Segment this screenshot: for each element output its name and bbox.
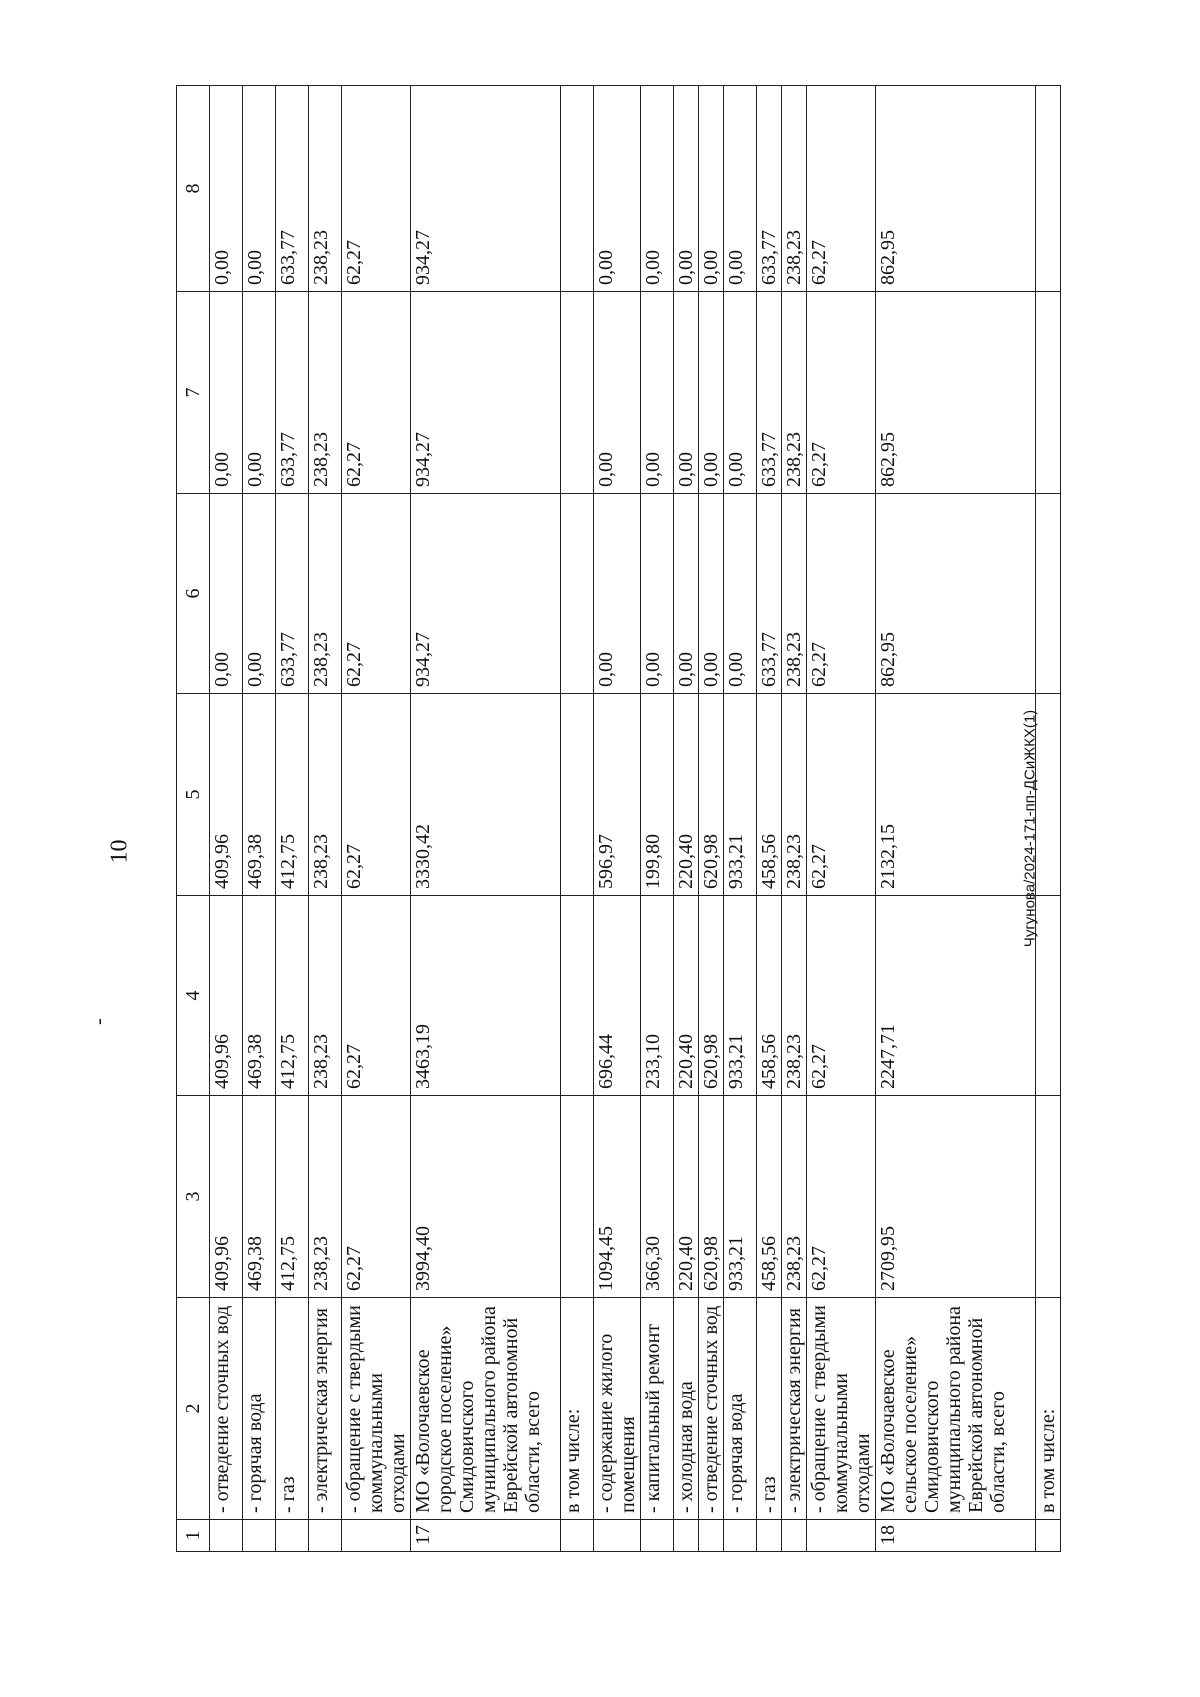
row-number [757, 1520, 782, 1552]
value-cell: 0,00 [674, 494, 699, 694]
row-number [1036, 1520, 1061, 1552]
row-label: в том числе: [1036, 1298, 1061, 1520]
row-number [674, 1520, 699, 1552]
value-cell: 862,95 [876, 292, 1036, 494]
tariff-table [176, 85, 1061, 1552]
value-cell: 2132,15 [876, 694, 1036, 896]
value-cell: 0,00 [724, 292, 757, 494]
value-cell: 238,23 [309, 896, 342, 1096]
scan-mark: - [87, 1018, 110, 1025]
table-row [561, 86, 594, 1552]
value-cell: 469,38 [243, 694, 276, 896]
value-cell: 1094,45 [594, 1096, 641, 1298]
column-header: 2 [177, 1298, 210, 1520]
value-cell: 0,00 [594, 86, 641, 292]
row-label: МО «Волочаевское сельское поселение» Смидовичского муниципального района Еврейской автономной области, всего [876, 1298, 1036, 1520]
value-cell: 238,23 [309, 494, 342, 694]
value-cell: 238,23 [782, 86, 807, 292]
value-cell: 596,97 [594, 694, 641, 896]
column-header: 4 [177, 896, 210, 1096]
value-cell [561, 1096, 594, 1298]
row-number [782, 1520, 807, 1552]
value-cell: 933,21 [724, 694, 757, 896]
value-cell: 0,00 [594, 494, 641, 694]
value-cell: 409,96 [210, 1096, 243, 1298]
row-label: - электрическая энергия [309, 1298, 342, 1520]
value-cell: 620,98 [699, 896, 724, 1096]
value-cell [561, 86, 594, 292]
value-cell: 469,38 [243, 896, 276, 1096]
value-cell: 62,27 [807, 1096, 876, 1298]
row-number [724, 1520, 757, 1552]
row-number: 17 [411, 1520, 561, 1552]
value-cell: 633,77 [276, 86, 309, 292]
column-header: 5 [177, 694, 210, 896]
value-cell: 238,23 [309, 694, 342, 896]
value-cell: 220,40 [674, 1096, 699, 1298]
row-label: МО «Волочаевское городское поселение» Смидовичского муниципального района Еврейской автономной области, всего [411, 1298, 561, 1520]
value-cell: 0,00 [674, 86, 699, 292]
row-label: - электрическая энергия [782, 1298, 807, 1520]
row-number [807, 1520, 876, 1552]
value-cell: 696,44 [594, 896, 641, 1096]
value-cell [561, 292, 594, 494]
table-row [594, 86, 641, 1552]
value-cell: 633,77 [276, 494, 309, 694]
table-row [210, 86, 243, 1552]
row-number [594, 1520, 641, 1552]
table-row [876, 86, 1036, 1552]
value-cell: 62,27 [342, 86, 411, 292]
table-row [641, 86, 674, 1552]
value-cell: 469,38 [243, 1096, 276, 1298]
value-cell: 412,75 [276, 896, 309, 1096]
row-label: - обращение с твердыми коммунальными отходами [807, 1298, 876, 1520]
value-cell: 238,23 [309, 1096, 342, 1298]
row-label: в том числе: [561, 1298, 594, 1520]
value-cell: 633,77 [276, 292, 309, 494]
value-cell: 0,00 [699, 86, 724, 292]
value-cell: 633,77 [757, 86, 782, 292]
row-number [276, 1520, 309, 1552]
value-cell: 620,98 [699, 694, 724, 896]
value-cell [561, 494, 594, 694]
row-label: - содержание жилого помещения [594, 1298, 641, 1520]
value-cell: 238,23 [782, 896, 807, 1096]
table-row [309, 86, 342, 1552]
value-cell: 233,10 [641, 896, 674, 1096]
value-cell: 0,00 [724, 86, 757, 292]
value-cell: 412,75 [276, 694, 309, 896]
value-cell: 238,23 [782, 292, 807, 494]
row-label: - капитальный ремонт [641, 1298, 674, 1520]
row-number [210, 1520, 243, 1552]
table-row [411, 86, 561, 1552]
page-number: 10 [106, 839, 133, 864]
row-number [342, 1520, 411, 1552]
value-cell: 238,23 [782, 494, 807, 694]
value-cell: 220,40 [674, 694, 699, 896]
value-cell: 0,00 [243, 292, 276, 494]
value-cell: 0,00 [210, 494, 243, 694]
value-cell [1036, 494, 1061, 694]
value-cell: 0,00 [210, 86, 243, 292]
column-header: 3 [177, 1096, 210, 1298]
row-number [561, 1520, 594, 1552]
header-row [177, 86, 210, 1552]
value-cell: 238,23 [782, 694, 807, 896]
value-cell: 62,27 [342, 694, 411, 896]
value-cell: 862,95 [876, 494, 1036, 694]
row-label: - обращение с твердыми коммунальными отходами [342, 1298, 411, 1520]
row-label: - отведение сточных вод [699, 1298, 724, 1520]
value-cell: 62,27 [342, 1096, 411, 1298]
table-row [782, 86, 807, 1552]
value-cell: 934,27 [411, 86, 561, 292]
value-cell: 2247,71 [876, 896, 1036, 1096]
row-label: - отведение сточных вод [210, 1298, 243, 1520]
value-cell [561, 694, 594, 896]
value-cell: 238,23 [309, 86, 342, 292]
value-cell: 62,27 [342, 494, 411, 694]
value-cell: 934,27 [411, 292, 561, 494]
value-cell: 0,00 [243, 86, 276, 292]
table-row [243, 86, 276, 1552]
row-label: - горячая вода [243, 1298, 276, 1520]
value-cell [561, 896, 594, 1096]
value-cell: 620,98 [699, 1096, 724, 1298]
value-cell [1036, 896, 1061, 1096]
value-cell: 238,23 [309, 292, 342, 494]
value-cell: 3994,40 [411, 1096, 561, 1298]
value-cell: 62,27 [807, 292, 876, 494]
column-header: 7 [177, 292, 210, 494]
value-cell: 409,96 [210, 694, 243, 896]
value-cell: 0,00 [243, 494, 276, 694]
value-cell: 934,27 [411, 494, 561, 694]
row-number [641, 1520, 674, 1552]
table-row [1036, 86, 1061, 1552]
value-cell: 238,23 [782, 1096, 807, 1298]
value-cell [1036, 1096, 1061, 1298]
table-row [276, 86, 309, 1552]
value-cell: 0,00 [699, 494, 724, 694]
value-cell: 0,00 [641, 292, 674, 494]
value-cell: 2709,95 [876, 1096, 1036, 1298]
value-cell: 62,27 [342, 896, 411, 1096]
value-cell: 0,00 [210, 292, 243, 494]
table-body [210, 86, 1061, 1552]
value-cell: 220,40 [674, 896, 699, 1096]
row-label: - газ [276, 1298, 309, 1520]
value-cell: 633,77 [757, 292, 782, 494]
value-cell: 862,95 [876, 86, 1036, 292]
value-cell: 933,21 [724, 896, 757, 1096]
table-row [724, 86, 757, 1552]
table-row [757, 86, 782, 1552]
column-header: 6 [177, 494, 210, 694]
value-cell: 458,56 [757, 1096, 782, 1298]
table-row [342, 86, 411, 1552]
value-cell: 62,27 [807, 694, 876, 896]
row-number [243, 1520, 276, 1552]
value-cell: 0,00 [699, 292, 724, 494]
value-cell: 458,56 [757, 896, 782, 1096]
value-cell: 0,00 [724, 494, 757, 694]
value-cell: 366,30 [641, 1096, 674, 1298]
row-label: - горячая вода [724, 1298, 757, 1520]
column-header: 8 [177, 86, 210, 292]
value-cell: 3330,42 [411, 694, 561, 896]
column-header: 1 [177, 1520, 210, 1552]
value-cell: 62,27 [807, 494, 876, 694]
row-label: - газ [757, 1298, 782, 1520]
row-label: - холодная вода [674, 1298, 699, 1520]
value-cell [1036, 694, 1061, 896]
table-row [674, 86, 699, 1552]
value-cell: 3463,19 [411, 896, 561, 1096]
value-cell: 62,27 [807, 896, 876, 1096]
rotated-table-container [176, 86, 1101, 1552]
value-cell: 0,00 [594, 292, 641, 494]
document-code: Чугунова/2024-171-пп-ДСиЖКХ(1) [1021, 709, 1039, 948]
row-number: 18 [876, 1520, 1036, 1552]
value-cell: 933,21 [724, 1096, 757, 1298]
value-cell [1036, 86, 1061, 292]
value-cell: 62,27 [807, 86, 876, 292]
value-cell: 62,27 [342, 292, 411, 494]
value-cell: 199,80 [641, 694, 674, 896]
value-cell: 412,75 [276, 1096, 309, 1298]
value-cell [1036, 292, 1061, 494]
value-cell: 409,96 [210, 896, 243, 1096]
table-row [699, 86, 724, 1552]
value-cell: 0,00 [641, 494, 674, 694]
value-cell: 0,00 [674, 292, 699, 494]
value-cell: 633,77 [757, 494, 782, 694]
table-row [807, 86, 876, 1552]
row-number [309, 1520, 342, 1552]
row-number [699, 1520, 724, 1552]
value-cell: 0,00 [641, 86, 674, 292]
value-cell: 458,56 [757, 694, 782, 896]
